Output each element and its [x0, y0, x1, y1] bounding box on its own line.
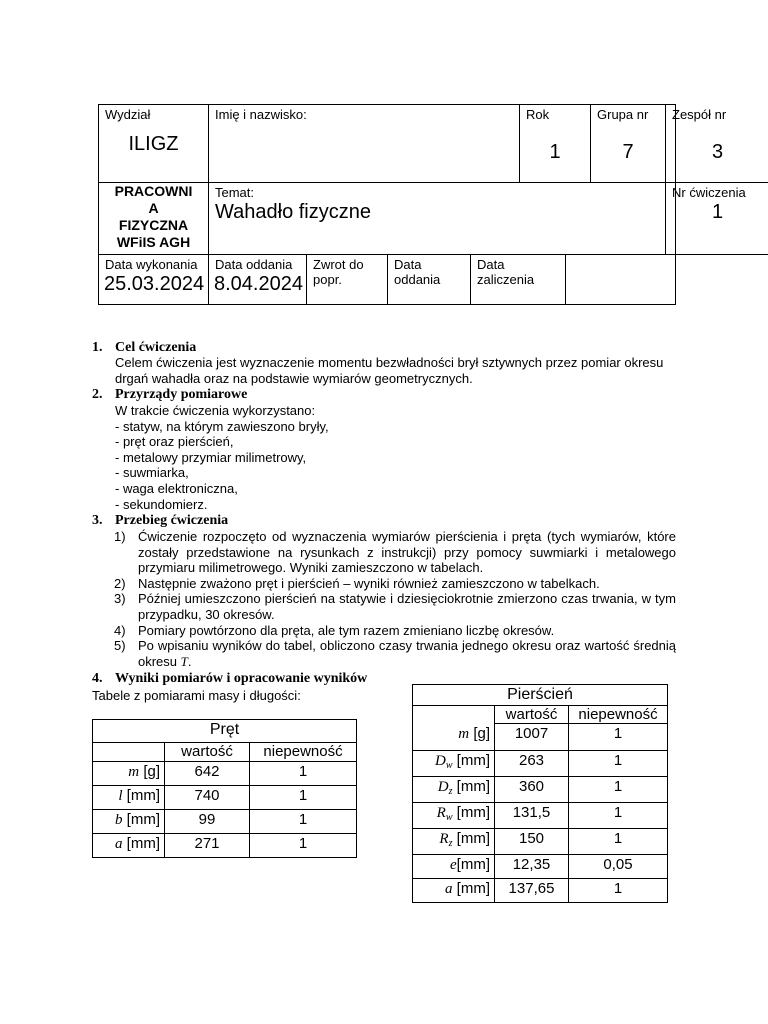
- data-oddania-value: 8.04.2024: [214, 273, 303, 295]
- quantity-cell: [413, 829, 495, 855]
- item-number: 1): [114, 529, 126, 544]
- quantity-symbol: l: [118, 788, 123, 804]
- quantity-unit: [mm]: [456, 752, 490, 769]
- table-header-row: [93, 743, 357, 762]
- wydzial-label: Wydział: [105, 107, 151, 122]
- table-row: [93, 810, 357, 834]
- quantity-cell: [413, 855, 495, 879]
- quantity-unit: [mm]: [126, 835, 160, 852]
- nr-cwiczenia-value: 1: [711, 201, 724, 223]
- col-header-value: wartość: [495, 706, 569, 724]
- list-item: - statyw, na którym zawieszono bryły,: [115, 418, 329, 434]
- temat-cell: [209, 183, 666, 255]
- list-item: [114, 529, 676, 576]
- list-item: - suwmiarka,: [115, 465, 189, 481]
- quantity-unit: [mm]: [126, 811, 160, 828]
- table-title: Pierścień: [413, 685, 668, 706]
- zespol-label: Zespół nr: [672, 107, 727, 122]
- value-cell: 271: [165, 834, 250, 858]
- quantity-symbol: D: [434, 753, 446, 769]
- quantity-unit: [mm]: [126, 787, 160, 804]
- text-line: zostały przedstawione na rysunkach z instrukcji) przy pomocy suwmiarki i metalowego: [138, 544, 676, 560]
- quantity-subscript: w: [445, 760, 453, 771]
- rok-cell: [520, 105, 591, 183]
- section-heading: [92, 671, 367, 687]
- empty-cell: [566, 255, 675, 304]
- uncertainty-cell: 1: [250, 834, 357, 858]
- uncertainty-cell: 0,05: [569, 855, 668, 879]
- quantity-unit: [mm]: [456, 880, 490, 897]
- uncertainty-cell: 1: [569, 829, 668, 855]
- section-heading: [92, 387, 247, 403]
- rok-label: Rok: [526, 107, 550, 122]
- text-line: W trakcie ćwiczenia wykorzystano:: [115, 403, 316, 418]
- grupa-cell: [591, 105, 666, 183]
- temat-value: Wahadło fizyczne: [215, 201, 371, 223]
- data-oddania2-label: Data: [394, 257, 422, 272]
- quantity-cell: [413, 879, 495, 903]
- section-number: 1.: [92, 340, 103, 355]
- table-row: [413, 751, 668, 777]
- quantity-subscript: z: [448, 838, 453, 849]
- quantity-cell: [413, 706, 495, 751]
- zwrot-label: popr.: [313, 272, 342, 287]
- list-item: [114, 638, 676, 669]
- nr-cwiczenia-label: Nr ćwiczenia: [672, 185, 746, 200]
- item-number: 3): [114, 591, 126, 607]
- grupa-value: 7: [622, 141, 634, 163]
- text-line: przypadku, 30 okresów.: [138, 606, 275, 622]
- list-item: - waga elektroniczna,: [115, 480, 238, 496]
- col-header-value: wartość: [165, 743, 250, 762]
- value-cell: 642: [165, 762, 250, 786]
- pracownia-cell: [99, 183, 209, 255]
- list-item: - sekundomierz.: [115, 496, 208, 512]
- nr-cwiczenia-cell: [666, 183, 768, 255]
- value-cell: 263: [495, 751, 569, 777]
- zwrot-cell: [307, 255, 388, 304]
- text-line: okresu T.: [138, 653, 192, 669]
- text-line: Celem ćwiczenia jest wyznaczenie momentu bezwładności brył sztywnych przez pomiar okresu: [115, 355, 664, 370]
- section-title: Przebieg ćwiczenia: [115, 513, 229, 528]
- quantity-symbol: m: [458, 726, 470, 742]
- uncertainty-cell: 1: [569, 879, 668, 903]
- col-header-uncertainty: niepewność: [569, 706, 668, 724]
- list-item: - metalowy przymiar milimetrowy,: [115, 449, 307, 465]
- quantity-symbol: a: [115, 836, 123, 852]
- table-row: [413, 855, 668, 879]
- item-number: 4): [114, 622, 126, 638]
- zwrot-label: Zwrot do: [313, 257, 364, 272]
- list-item: - pręt oraz pierścień,: [115, 434, 234, 450]
- quantity-cell: [93, 834, 165, 858]
- temat-label: Temat:: [215, 185, 255, 200]
- data-wykonania-cell: [99, 255, 209, 304]
- value-cell: 740: [165, 786, 250, 810]
- pracownia-line: WFiIS AGH: [116, 234, 191, 250]
- pracownia-line: FIZYCZNA: [118, 217, 189, 233]
- table-title: Pręt: [93, 720, 357, 743]
- pracownia-line: A: [148, 200, 159, 216]
- uncertainty-cell: 1: [250, 762, 357, 786]
- value-cell: 12,35: [495, 855, 569, 879]
- col-header-uncertainty: niepewność: [250, 743, 357, 762]
- section-4-intro: Tabele z pomiarami masy i długości:: [92, 688, 301, 703]
- quantity-symbol: R: [439, 831, 449, 847]
- table-title-row: [93, 720, 357, 743]
- quantity-unit: [mm]: [456, 830, 490, 847]
- quantity-symbol: R: [436, 805, 446, 821]
- quantity-cell: [413, 777, 495, 803]
- list-item: [114, 623, 676, 639]
- text-line: Po wpisaniu wyników do tabel, obliczono czasy trwania jednego okresu oraz wartość średnią: [138, 638, 676, 654]
- quantity-cell: [93, 762, 165, 786]
- table-header-row: [413, 706, 668, 724]
- data-zaliczenia-label: zaliczenia: [477, 272, 535, 287]
- quantity-unit: [mm]: [456, 804, 490, 821]
- item-number: 2): [114, 575, 126, 591]
- text-line: Następnie zważono pręt i pierścień – wyniki również zamieszczono w tabelkach.: [138, 575, 600, 591]
- header-table: [98, 104, 746, 305]
- table-row: [93, 762, 357, 786]
- table-header-empty: [93, 743, 165, 762]
- table-row: [93, 834, 357, 858]
- table-row: [413, 879, 668, 903]
- uncertainty-cell: 1: [569, 724, 668, 751]
- value-cell: 99: [165, 810, 250, 834]
- data-zaliczenia-label: Data: [477, 257, 505, 272]
- data-oddania-label: Data oddania: [215, 257, 293, 272]
- wydzial-value: ILIGZ: [128, 133, 179, 155]
- uncertainty-cell: 1: [250, 810, 357, 834]
- text-line: Pomiary powtórzono dla pręta, ale tym razem zmieniano liczbę okresów.: [138, 622, 555, 638]
- quantity-symbol: m: [128, 764, 140, 780]
- zespol-cell: [666, 105, 768, 183]
- section-title: Wyniki pomiarów i opracowanie wyników: [115, 671, 368, 686]
- section-number: 4.: [92, 671, 103, 686]
- quantity-unit: [g]: [473, 725, 490, 742]
- uncertainty-cell: 1: [569, 777, 668, 803]
- data-oddania2-cell: [388, 255, 471, 304]
- imie-cell: [209, 105, 520, 183]
- pierscien-table: [412, 684, 668, 903]
- section-number: 2.: [92, 387, 103, 402]
- procedure-list: [114, 529, 676, 669]
- section-title: Przyrządy pomiarowe: [115, 387, 248, 402]
- quantity-symbol: b: [115, 812, 123, 828]
- uncertainty-cell: 1: [569, 751, 668, 777]
- table-row: [413, 803, 668, 829]
- pret-table: [92, 719, 357, 858]
- list-item: [114, 591, 676, 622]
- quantity-symbol: a: [445, 881, 453, 897]
- period-symbol: T: [180, 653, 188, 669]
- text-line: Później umieszczono pierścień na statywie i dziesięciokrotnie zmierzono czas trwania, w tym: [138, 591, 676, 607]
- quantity-cell: [413, 751, 495, 777]
- quantity-subscript: w: [445, 812, 453, 823]
- zespol-value: 3: [711, 141, 724, 163]
- grupa-label: Grupa nr: [597, 107, 649, 122]
- uncertainty-cell: 1: [250, 786, 357, 810]
- quantity-cell: [93, 810, 165, 834]
- section-heading: [92, 513, 228, 529]
- section-number: 3.: [92, 513, 103, 528]
- imie-label: Imię i nazwisko:: [215, 107, 307, 122]
- value-cell: 150: [495, 829, 569, 855]
- quantity-symbol: D: [437, 779, 449, 795]
- wydzial-cell: [99, 105, 209, 183]
- value-cell: 137,65: [495, 879, 569, 903]
- quantity-unit: [mm]: [456, 778, 490, 795]
- table-row: [413, 777, 668, 803]
- uncertainty-cell: 1: [569, 803, 668, 829]
- value-cell: 131,5: [495, 803, 569, 829]
- pracownia-line: PRACOWNI: [114, 183, 193, 199]
- data-wykonania-value: 25.03.2024: [104, 273, 205, 295]
- section-2-body: [115, 403, 329, 512]
- data-wykonania-label: Data wykonania: [105, 257, 198, 272]
- data-oddania-cell: [209, 255, 307, 304]
- text-line: przymiaru milimetrowego. Wyniki zamieszczono w tabelach.: [138, 560, 484, 576]
- item-number: 5): [114, 638, 126, 654]
- text-fragment: okresu: [138, 653, 178, 669]
- text-line: drgań wahadła oraz na podstawie wymiarów geometrycznych.: [115, 370, 473, 386]
- text-line: Ćwiczenie rozpoczęto od wyznaczenia wymiarów pierścienia i pręta (tych wymiarów, które: [138, 529, 676, 544]
- table-title-row: [413, 685, 668, 706]
- quantity-unit: [g]: [143, 763, 160, 780]
- value-cell: 1007: [495, 724, 569, 751]
- list-item: [114, 576, 676, 592]
- data-oddania2-label: oddania: [394, 272, 441, 287]
- rok-value: 1: [549, 141, 561, 163]
- table-row: [93, 786, 357, 810]
- quantity-symbol: e: [450, 857, 457, 873]
- data-zaliczenia-cell: [471, 255, 566, 304]
- section-heading: [92, 340, 196, 356]
- table-row: [413, 829, 668, 855]
- section-title: Cel ćwiczenia: [115, 340, 197, 355]
- quantity-cell: [93, 786, 165, 810]
- value-cell: 360: [495, 777, 569, 803]
- section-1-body: [115, 355, 663, 386]
- quantity-subscript: z: [448, 786, 453, 797]
- quantity-unit: [mm]: [456, 856, 490, 873]
- quantity-cell: [413, 803, 495, 829]
